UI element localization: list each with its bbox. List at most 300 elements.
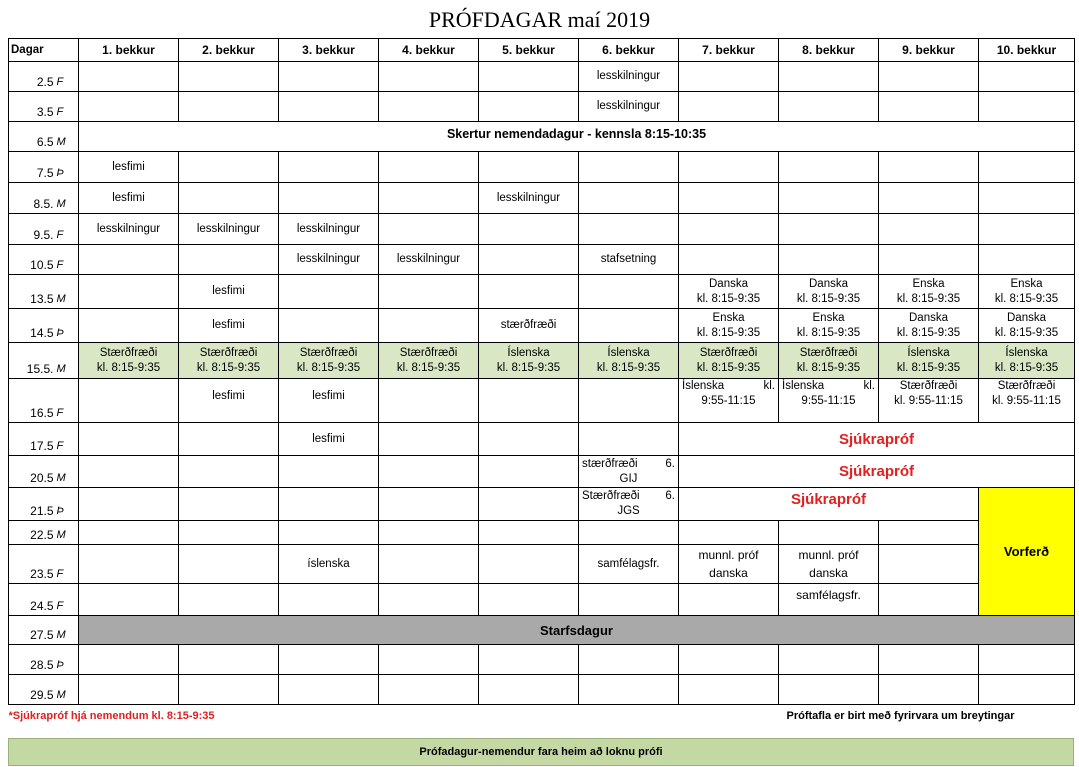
cell [179,62,279,92]
subject: Stærðfræði [997,380,1056,392]
cell [779,62,879,92]
cell [379,423,479,456]
subject: Danska [909,311,948,324]
cell [979,379,1075,423]
time: kl. 8:15-9:35 [994,292,1059,305]
row-day-letter: Þ [55,152,79,183]
cell [779,275,879,309]
cell [179,488,279,521]
cell [179,545,279,584]
cell [179,423,279,456]
cell [879,343,979,379]
teacher: JGS [617,505,640,517]
table-row [9,584,1075,616]
cell [379,488,479,521]
cell [979,675,1075,705]
cell [79,488,179,521]
cell: lesskilningur [479,183,579,214]
cell [179,584,279,616]
sick-exam-label: Sjúkrapróf [679,456,1075,488]
header-dagar: Dagar [9,39,55,62]
subject: munnl. próf [798,548,859,562]
cell [679,645,779,675]
time: kl. 8:15-9:35 [896,292,961,305]
row-day-letter: Þ [55,488,79,521]
table-row [9,379,1075,423]
cell [979,62,1075,92]
header-grade-1: 1. bekkur [79,39,179,62]
cell [379,675,479,705]
subject: Enska [712,311,745,324]
row-day-letter: M [55,183,79,214]
cell [679,152,779,183]
subject: Danska [809,277,848,290]
cell [179,183,279,214]
cell [379,584,479,616]
cell [879,521,979,545]
cell [179,92,279,122]
table-row [9,183,1075,214]
row-day-letter: F [55,92,79,122]
cell [279,275,379,309]
disclaimer-note: Próftafla er birt með fyrirvara um breytingar [786,710,1015,723]
subject: Enska [1010,277,1043,290]
row-day-letter: F [55,245,79,275]
cell [279,675,379,705]
cell [379,183,479,214]
cell [979,309,1075,343]
cell: lesfimi [279,379,379,423]
row-date: 16.5 [9,379,55,423]
cell [579,521,679,545]
cell [879,214,979,245]
cell [679,379,779,423]
cell [479,584,579,616]
cell [79,62,179,92]
header-grade-6: 6. bekkur [579,39,679,62]
cell [279,584,379,616]
header-grade-10: 10. bekkur [979,39,1075,62]
cell [279,309,379,343]
sick-exam-note: *Sjúkrapróf hjá nemendum kl. 8:15-9:35 [8,710,215,723]
cell [279,183,379,214]
row-day-letter: Þ [55,645,79,675]
cell [679,309,779,343]
subject: Íslenska [1005,346,1048,359]
grade-number: 6. [665,457,675,470]
cell [879,675,979,705]
table-row [9,343,1075,379]
row-day-letter: F [55,545,79,584]
cell [79,423,179,456]
row-day-letter: M [55,456,79,488]
table-row [9,488,1075,521]
cell: samfélagsfr. [779,584,879,616]
cell [879,62,979,92]
cell [79,545,179,584]
row-day-letter: M [55,675,79,705]
subject: Stærðfræði [582,490,640,502]
row-day-letter: F [55,423,79,456]
row-date: 9.5. [9,214,55,245]
cell [579,584,679,616]
cell [479,545,579,584]
header-day-letter [55,39,79,62]
cell [679,545,779,584]
cell [379,275,479,309]
kl: kl. [863,380,875,392]
cell [879,152,979,183]
subject: Stærðfræði [399,346,458,359]
cell [479,214,579,245]
teacher: GIJ [619,472,638,485]
cell [679,675,779,705]
cell: lesskilningur [579,92,679,122]
subject: Íslenska [782,380,825,392]
cell [779,645,879,675]
subject: munnl. próf [698,548,759,562]
cell [879,545,979,584]
table-row [9,616,1075,645]
cell [379,309,479,343]
cell [979,152,1075,183]
row-date: 6.5 [9,122,55,152]
cell [379,379,479,423]
cell [779,92,879,122]
cell [79,645,179,675]
cell [679,275,779,309]
cell [79,521,179,545]
cell [479,675,579,705]
time: kl. 8:15-9:35 [796,361,861,374]
cell [379,343,479,379]
cell [679,214,779,245]
time: kl. 8:15-9:35 [396,361,461,374]
staff-day-banner: Starfsdagur [79,616,1075,645]
cell [879,645,979,675]
cell [579,275,679,309]
table-row [9,423,1075,456]
row-date: 3.5 [9,92,55,122]
cell [479,62,579,92]
cell [379,214,479,245]
cell [379,456,479,488]
page-title: PRÓFDAGAR maí 2019 [428,7,651,32]
time: kl. 8:15-9:35 [796,292,861,305]
table-row [9,245,1075,275]
cell [479,245,579,275]
header-grade-4: 4. bekkur [379,39,479,62]
cell [79,275,179,309]
cell [479,379,579,423]
table-row [9,62,1075,92]
cell [679,183,779,214]
subject: Stærðfræði [199,346,258,359]
cell: lesfimi [179,309,279,343]
cell [179,343,279,379]
cell: lesskilningur [279,214,379,245]
row-day-letter: M [55,521,79,545]
subject: Enska [812,311,845,324]
table-row [9,675,1075,705]
row-day-letter: F [55,214,79,245]
cell [179,521,279,545]
cell [79,675,179,705]
row-date: 7.5 [9,152,55,183]
time: 9:55-11:15 [801,395,856,407]
cell [479,152,579,183]
exam-day-legend: Prófadagur-nemendur fara heim að loknu prófi [8,738,1074,766]
subject: Enska [912,277,945,290]
cell [279,152,379,183]
cell [479,343,579,379]
cell [979,275,1075,309]
table-row [9,645,1075,675]
time: kl. 9:55-11:15 [894,395,963,407]
cell [479,92,579,122]
header-grade-2: 2. bekkur [179,39,279,62]
row-date: 21.5 [9,488,55,521]
cell [879,183,979,214]
subject: stærðfræði [582,457,638,470]
cell [679,245,779,275]
exam-schedule-table [8,38,1075,729]
cell [79,245,179,275]
cell [779,309,879,343]
time: kl. 8:15-9:35 [896,326,961,339]
row-day-letter: M [55,343,79,379]
row-date: 14.5 [9,309,55,343]
row-date: 2.5 [9,62,55,92]
time: kl. 8:15-9:35 [994,326,1059,339]
cell [679,521,779,545]
cell [579,675,679,705]
cell [179,675,279,705]
cell [579,309,679,343]
time: kl. 8:15-9:35 [796,326,861,339]
cell [279,488,379,521]
header-grade-9: 9. bekkur [879,39,979,62]
time: kl. 8:15-9:35 [896,361,961,374]
row-day-letter: F [55,62,79,92]
cell [979,214,1075,245]
grade-number: 6. [665,490,675,502]
subject: Stærðfræði [299,346,358,359]
cell [379,521,479,545]
cell [479,645,579,675]
cell: lesskilningur [579,62,679,92]
cell [579,645,679,675]
row-date: 15.5. [9,343,55,379]
cell [79,584,179,616]
cell [579,456,679,488]
kl: kl. [763,380,775,392]
cell [179,245,279,275]
time: kl. 8:15-9:35 [696,326,761,339]
cell [479,275,579,309]
time: kl. 8:15-9:35 [994,361,1059,374]
cell [279,521,379,545]
subject-detail: danska [809,566,848,580]
subject: Danska [1007,311,1046,324]
row-date: 10.5 [9,245,55,275]
cell [679,62,779,92]
cell [279,456,379,488]
cell [179,456,279,488]
cell [579,214,679,245]
row-day-letter: M [55,616,79,645]
row-day-letter: M [55,122,79,152]
spring-trip-block: Vorferð [979,488,1075,616]
cell [79,456,179,488]
subject: Stærðfræði [899,380,958,392]
cell: íslenska [279,545,379,584]
subject-detail: danska [709,566,748,580]
time: kl. 9:55-11:15 [992,395,1061,407]
table-row [9,545,1075,584]
time: 9:55-11:15 [701,395,756,407]
cell [879,92,979,122]
cell [79,379,179,423]
subject: Stærðfræði [99,346,158,359]
cell [779,545,879,584]
cell: samfélagsfr. [579,545,679,584]
cell [879,309,979,343]
cell: lesfimi [279,423,379,456]
table-row [9,92,1075,122]
cell: lesfimi [79,152,179,183]
subject: Íslenska [682,380,725,392]
cell [379,92,479,122]
cell [979,645,1075,675]
cell [679,584,779,616]
cell [779,183,879,214]
row-date: 13.5 [9,275,55,309]
cell: stærðfræði [479,309,579,343]
cell [879,245,979,275]
footer-row [9,705,1075,729]
time: kl. 8:15-9:35 [596,361,661,374]
row-day-letter: F [55,379,79,423]
row-date: 8.5. [9,183,55,214]
cell: lesfimi [179,275,279,309]
row-date: 23.5 [9,545,55,584]
time: kl. 8:15-9:35 [696,292,761,305]
cell [579,152,679,183]
subject: Íslenska [907,346,950,359]
row-day-letter: M [55,275,79,309]
header-grade-5: 5. bekkur [479,39,579,62]
subject: Danska [709,277,748,290]
cell [79,92,179,122]
cell [479,521,579,545]
table-row [9,152,1075,183]
cell: lesskilningur [279,245,379,275]
row-day-letter: Þ [55,309,79,343]
cell [979,92,1075,122]
time: kl. 8:15-9:35 [496,361,561,374]
cell [279,62,379,92]
cell: lesskilningur [179,214,279,245]
row-date: 29.5 [9,675,55,705]
cell [779,214,879,245]
table-row [9,456,1075,488]
cell [279,343,379,379]
cell [79,309,179,343]
row-date: 22.5 [9,521,55,545]
cell [679,92,779,122]
table-row [9,122,1075,152]
cell [879,379,979,423]
cell [579,423,679,456]
cell [179,152,279,183]
subject: Íslenska [607,346,650,359]
cell [779,152,879,183]
cell [379,545,479,584]
cell [779,343,879,379]
row-date: 17.5 [9,423,55,456]
cell [479,456,579,488]
header-grade-7: 7. bekkur [679,39,779,62]
table-row [9,521,1075,545]
cell [279,645,379,675]
cell: stafsetning [579,245,679,275]
sick-exam-label: Sjúkrapróf [679,423,1075,456]
cell [579,343,679,379]
table-row [9,214,1075,245]
time: kl. 8:15-9:35 [696,361,761,374]
cell [79,343,179,379]
reduced-day-banner: Skertur nemendadagur - kennsla 8:15-10:35 [79,122,1075,152]
table-row [9,275,1075,309]
cell [879,275,979,309]
subject: Íslenska [507,346,550,359]
cell [579,488,679,521]
row-date: 20.5 [9,456,55,488]
header-row [9,39,1075,62]
subject: Stærðfræði [699,346,758,359]
row-date: 24.5 [9,584,55,616]
cell [379,645,479,675]
cell [479,488,579,521]
row-date: 27.5 [9,616,55,645]
time: kl. 8:15-9:35 [96,361,161,374]
cell [979,343,1075,379]
cell [579,379,679,423]
cell: lesfimi [179,379,279,423]
cell [779,521,879,545]
cell: lesskilningur [79,214,179,245]
cell [979,183,1075,214]
time: kl. 8:15-9:35 [196,361,261,374]
sick-exam-label: Sjúkrapróf [679,488,979,521]
subject: Stærðfræði [799,346,858,359]
cell [479,423,579,456]
table-row [9,309,1075,343]
row-day-letter: F [55,584,79,616]
cell [779,245,879,275]
header-grade-3: 3. bekkur [279,39,379,62]
cell [779,675,879,705]
cell [779,379,879,423]
cell [879,584,979,616]
header-grade-8: 8. bekkur [779,39,879,62]
time: kl. 8:15-9:35 [296,361,361,374]
cell: lesfimi [79,183,179,214]
cell [379,62,479,92]
cell [279,92,379,122]
cell [579,183,679,214]
